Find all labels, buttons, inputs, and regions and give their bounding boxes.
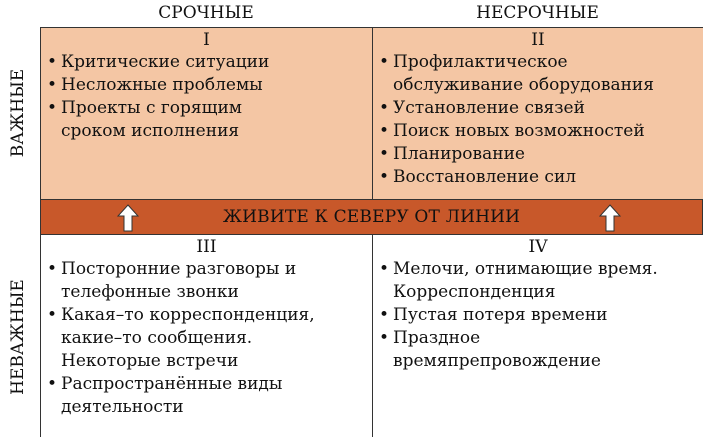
quadrant-1 xyxy=(41,28,372,199)
band-label: ЖИВИТЕ К СЕВЕРУ ОТ ЛИНИИ xyxy=(222,207,521,227)
list-item: • Какая–то корреспонденция, какие–то сообщения. Некоторые встречи xyxy=(47,304,368,373)
column-header-urgent: СРОЧНЫЕ xyxy=(158,3,254,23)
quadrant-4 xyxy=(373,235,703,437)
up-arrow-icon xyxy=(599,204,621,232)
list-item: • Мелочи, отнимающие время. Корреспонденция xyxy=(379,258,699,304)
list-item: • Несложные проблемы xyxy=(47,74,368,97)
list-item: • Посторонние разговоры и телефонные звонки xyxy=(47,258,368,304)
quadrant-1-list xyxy=(41,51,372,143)
quadrant-2 xyxy=(373,28,703,199)
up-arrow-icon xyxy=(117,204,139,232)
list-item: • Поиск новых возможностей xyxy=(379,120,699,143)
quadrant-3-list xyxy=(41,258,372,419)
quadrant-2-roman: II xyxy=(531,30,545,50)
north-line-band xyxy=(41,199,702,235)
quadrant-1-roman: I xyxy=(203,30,210,50)
list-item: • Проекты с горящим сроком исполнения xyxy=(47,97,368,143)
row-header-unimportant-label: НЕВАЖНЫЕ xyxy=(8,278,29,395)
list-item: • Установление связей xyxy=(379,97,699,120)
quadrant-2-list xyxy=(373,51,703,189)
row-header-important-label: ВАЖНЫЕ xyxy=(8,68,28,158)
row-header-unimportant xyxy=(0,235,36,438)
list-item: • Восстановление сил xyxy=(379,166,699,189)
list-item: • Критические ситуации xyxy=(47,51,368,74)
row-header-important xyxy=(0,27,36,199)
quadrant-3-roman: III xyxy=(196,237,217,257)
quadrant-3 xyxy=(41,235,372,437)
list-item: • Пустая потеря времени xyxy=(379,304,699,327)
list-item: • Праздное времяпрепровождение xyxy=(379,327,699,373)
column-header-nonurgent: НЕСРОЧНЫЕ xyxy=(476,3,599,23)
list-item: • Распространённые виды деятельности xyxy=(47,373,368,419)
quadrant-4-list xyxy=(373,258,703,373)
list-item: • Планирование xyxy=(379,143,699,166)
eisenhower-matrix xyxy=(40,27,703,437)
quadrant-4-roman: IV xyxy=(528,237,548,257)
list-item: • Профилактическое обслуживание оборудования xyxy=(379,51,699,97)
divider-bottom xyxy=(372,235,373,437)
divider-top xyxy=(372,28,373,199)
